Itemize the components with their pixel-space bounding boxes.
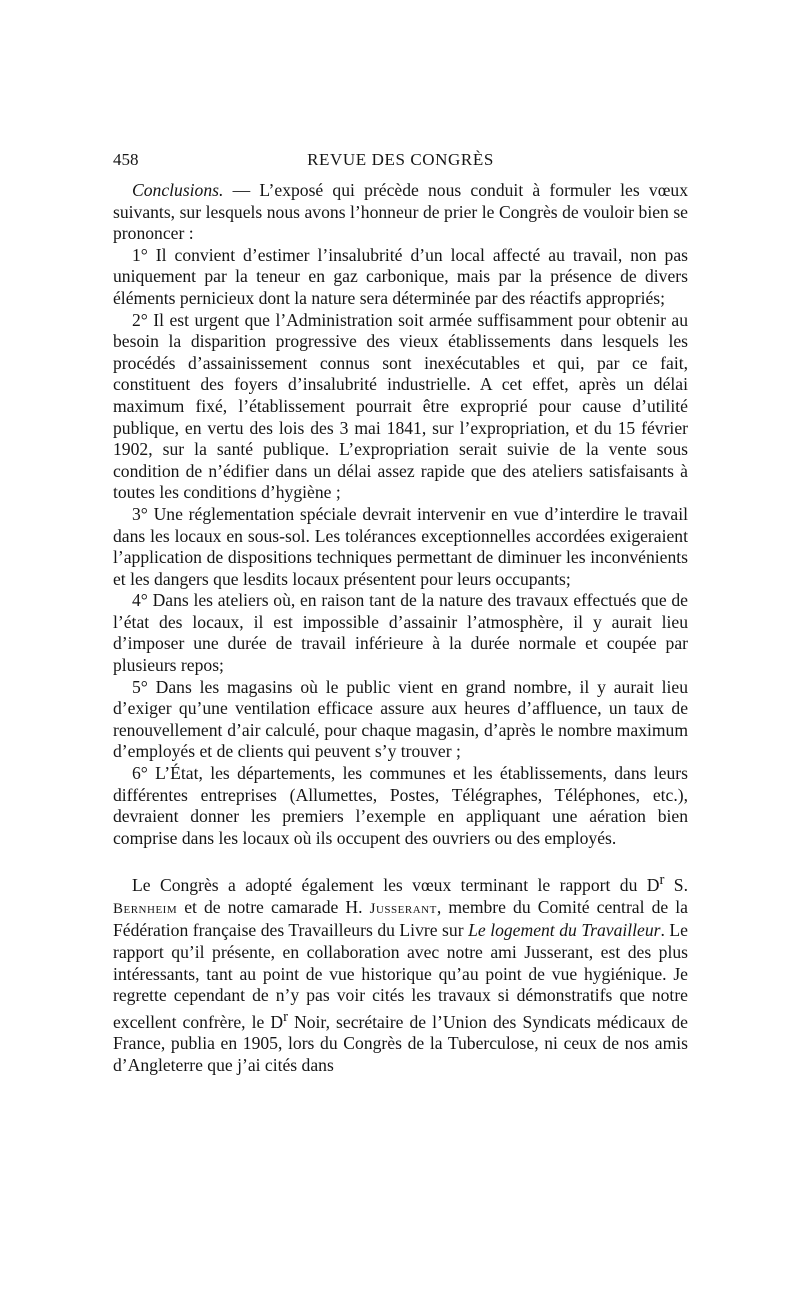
conclusion-item-3: 3° Une réglementation spéciale devrait intervenir en vue d’interdire le travail dans les locaux en sous-sol. Les tolérances exceptionnelles accordées exigeraient l’application de dispositions techniques permettant de diminuer les inconvénients et les dangers que lesdits locaux présentent pour leurs occupants; [113,503,688,589]
conclusion-item-4: 4° Dans les ateliers où, en raison tant de la nature des travaux effectués que de l’état des locaux, il est impossible d’assainir l’atmosphère, il y aurait lieu d’imposer une durée de travail inférieure à la durée normale et coupée par plusieurs repos; [113,590,688,676]
page-number: 458 [113,150,139,169]
conclusion-item-2: 2° Il est urgent que l’Administration soit armée suffisamment pour obtenir au besoin la disparition progressive des vieux établissements dans lesquels les procédés d’assainissement connus sont inexécutables et qui, par ce fait, constituent des foyers d’insalubrité industrielle. A cet effet, après un délai maximum fixé, l’établissement pourrait être exproprié pour cause d’utilité publique, en vertu des lois des 3 mai 1841, sur l’expropriation, et du 15 février 1902, sur la santé publique. L’expropriation serait suivie de la vente sous condition de n’édifier dans un délai assez rapide que des ateliers satisfaisants à toutes les conditions d’hygiène ; [113,309,688,503]
journal-title: REVUE DES CONGRÈS [307,150,494,169]
author-name-bernheim: Bernheim [113,900,178,917]
closing-paragraph: Le Congrès a adopté également les vœux terminant le rapport du $D^r$ S. Bernheim et de notre camarade H. Jusserant, membre du Comité central de la Fédération française des Travailleurs du Livre sur Le logement du Travailleur. Le rapport qu’il présente, en collaboration avec notre ami Jusserant, est des plus intéressants, tant au point de vue historique qu’au point de vue hygiénique. Je regrette cependant de n’y pas voir cités les travaux si démonstratifs que notre excellent confrère, le $D^r$ Noir, secrétaire de l’Union des Syndicats médicaux de France, publia en 1905, lors du Congrès de la Tuberculose, ni ceux de nos amis d’Angleterre que j’ai cités dans [113,872,688,1075]
body-text [113,180,688,1076]
conclusions-heading: Conclusions. [132,180,224,200]
conclusion-item-1: 1° Il convient d’estimer l’insalubrité d’un local affecté au travail, non pas uniquement par la teneur en gaz carbonique, mais par la présence de divers éléments pernicieux dont la nature sera déterminée par des réactifs appropriés; [113,244,688,308]
conclusion-item-6: 6° L’État, les départements, les communes et les établissements, dans leurs différentes entreprises (Allumettes, Postes, Télégraphes, Téléphones, etc.), devraient donner les premiers l’exemple en appliquant une aération bien comprise dans les locaux où ils occupent des ouvriers ou des employés. [113,763,688,848]
page [113,150,688,1076]
conclusion-item-5: 5° Dans les magasins où le public vient en grand nombre, il y aurait lieu d’exiger qu’une ventilation efficace assure aux heures d’affluence, un taux de renouvellement d’air calculé, pour chaque magasin, d’après le nombre maximum d’employés et de clients qui peuvent s’y trouver ; [113,676,688,762]
running-header [113,150,688,180]
author-name-jusserant: Jusserant [369,900,437,917]
report-title: Le logement du Travailleur [468,920,661,941]
conclusions-intro-paragraph [113,180,688,245]
conclusions-intro: — L’exposé qui précède nous conduit à formuler les vœux suivants, sur lesquels nous avons l’honneur de prier le Congrès de vouloir bien se prononcer : [113,180,688,244]
